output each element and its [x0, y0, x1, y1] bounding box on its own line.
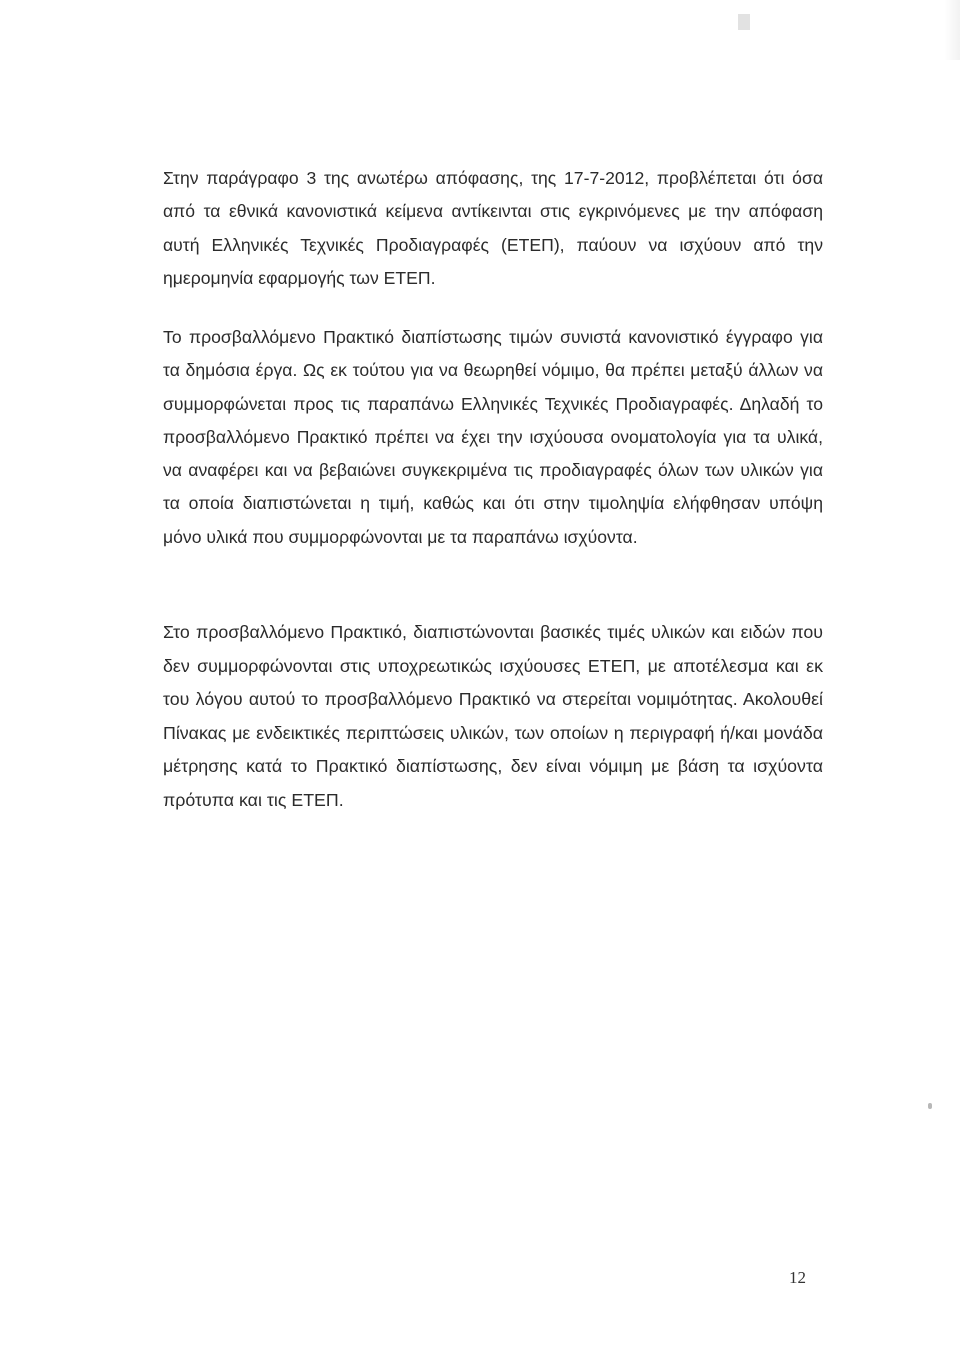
- scan-speck: [928, 1103, 932, 1109]
- scan-artifact: [738, 14, 750, 30]
- paragraph-2: Το προσβαλλόμενο Πρακτικό διαπίστωσης τιμών συνιστά κανονιστικό έγγραφο για τα δημόσια έργα. Ως εκ τούτου για να θεωρηθεί νόμιμο, θα πρέπει μεταξύ άλλων να συμμορφώνεται προς τις παραπάνω Ελληνικές Τεχνικές Προδιαγραφές. Δηλαδή το προσβαλλόμενο Πρακτικό πρέπει να έχει την ισχύουσα ονοματολογία για τα υλικά, να αναφέρει και να βεβαιώνει συγκεκριμένα τις προδιαγραφές όλων των υλικών για τα οποία διαπιστώνεται η τιμή, καθώς και ότι στην τιμοληψία ελήφθησαν υπόψη μόνο υλικά που συμμορφώνονται με τα παραπάνω ισχύοντα.: [163, 327, 823, 547]
- scan-shadow: [944, 0, 960, 60]
- page-number: 12: [789, 1268, 806, 1287]
- paragraph-1: Στην παράγραφο 3 της ανωτέρω απόφασης, της 17-7-2012, προβλέπεται ότι όσα από τα εθνικά κανονιστικά κείμενα αντίκεινται στις εγκρινόμενες με την απόφαση αυτή Ελληνικές Τεχνικές Προδιαγραφές (ΕΤΕΠ), παύουν να ισχύουν από την ημερομηνία εφαρμογής των ΕΤΕΠ.: [163, 168, 823, 288]
- paragraph-3: Στο προσβαλλόμενο Πρακτικό, διαπιστώνονται βασικές τιμές υλικών και ειδών που δεν συμμορφώνονται στις υποχρεωτικώς ισχύουσες ΕΤΕΠ, με αποτέλεσμα και εκ του λόγου αυτού το προσβαλλόμενο Πρακτικό να στερείται νομιμότητας. Ακολουθεί Πίνακας με ενδεικτικές περιπτώσεις υλικών, των οποίων η περιγραφή ή/και μονάδα μέτρησης κατά το Πρακτικό διαπίστωσης, δεν είναι νόμιμη με βάση τα ισχύοντα πρότυπα και τις ΕΤΕΠ.: [163, 622, 823, 810]
